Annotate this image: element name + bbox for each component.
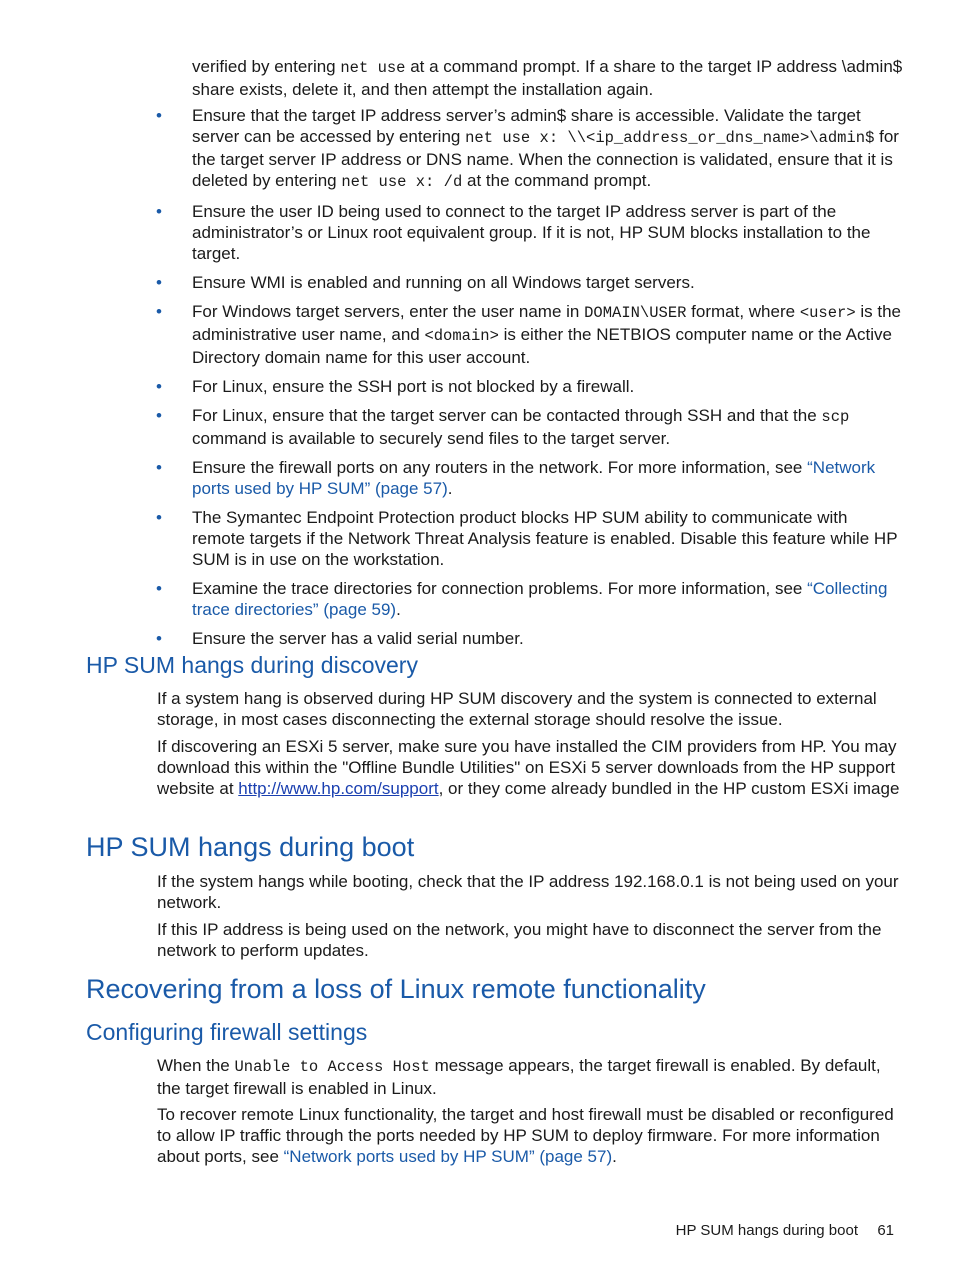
list-item — [0, 201, 904, 264]
paragraph — [157, 1104, 902, 1167]
text: at a command prompt. If a share to the target IP address \admin$ share exists, delete it, and then attempt the installation again. — [192, 57, 903, 99]
text: To recover remote Linux functionality, the target and host firewall must be disabled or reconfigured to allow IP traffic through the ports needed by HP SUM to deploy firmware. For more information about ports, see — [157, 1105, 894, 1166]
network-ports-link[interactable]: “Network ports used by HP SUM” (page 57) — [283, 1147, 613, 1166]
list-item — [0, 105, 904, 193]
list-item — [0, 272, 904, 293]
section-heading-firewall: Configuring firewall settings — [86, 1019, 368, 1045]
code: net use x: /d — [341, 173, 463, 191]
list-item — [0, 405, 904, 449]
paragraph: If a system hang is observed during HP SUM discovery and the system is connected to external storage, in most cases disconnecting the external storage should resolve the issue. — [157, 689, 877, 729]
text: Ensure the user ID being used to connect to the target IP address server is part of the administrator’s or Linux root equivalent group. If it is not, HP SUM blocks installation to the target. — [192, 202, 871, 263]
list-item — [0, 301, 904, 368]
page-number: 61 — [877, 1222, 894, 1239]
text: The Symantec Endpoint Protection product blocks HP SUM ability to communicate with remote targets if the Network Threat Analysis feature is enabled. Disable this feature while HP SUM is in use on the workstation. — [192, 508, 898, 569]
bullet-icon: • — [156, 406, 162, 425]
text: Ensure the server has a valid serial number. — [192, 629, 524, 648]
list-item — [0, 507, 904, 570]
text: , or they come already bundled in the HP custom ESXi image — [438, 779, 900, 798]
bullet-icon: • — [156, 202, 162, 221]
text: Ensure that the target IP address server’s admin$ share is accessible. Validate the target server can be accessed by entering — [192, 106, 861, 146]
bullet-icon: • — [156, 458, 162, 477]
collecting-trace-link[interactable]: “Collecting trace directories” (page 59) — [192, 579, 888, 619]
text: verified by entering — [192, 57, 341, 76]
section-heading-boot: HP SUM hangs during boot — [86, 832, 415, 862]
bullet-icon: • — [156, 106, 162, 125]
text: For Linux, ensure that the target server can be contacted through SSH and that the — [192, 406, 822, 425]
text: Ensure WMI is enabled and running on all Windows target servers. — [192, 273, 695, 292]
text: For Windows target servers, enter the user name in — [192, 302, 585, 321]
text: . — [612, 1147, 617, 1166]
bullet-icon: • — [156, 273, 162, 292]
paragraph — [157, 1055, 902, 1099]
footer-title: HP SUM hangs during boot — [675, 1222, 858, 1239]
paragraph: If this IP address is being used on the network, you might have to disconnect the server from the network to perform updates. — [157, 920, 882, 960]
text: command is available to securely send files to the target server. — [192, 429, 671, 448]
text: Examine the trace directories for connection problems. For more information, see — [192, 579, 808, 598]
bullet-icon: • — [156, 302, 162, 321]
bullet-icon: • — [156, 629, 162, 648]
intro-paragraph — [192, 56, 904, 100]
text: When the — [157, 1056, 235, 1075]
code: net use — [340, 59, 406, 77]
code: net use x: \\<ip_address_or_dns_name>\admin$ — [465, 129, 875, 147]
code: <domain> — [424, 327, 499, 345]
text: message appears, the target firewall is enabled. By default, the target firewall is enabled in Linux. — [157, 1056, 881, 1098]
bullet-icon: • — [156, 377, 162, 396]
paragraph — [157, 736, 902, 799]
text: is either the NETBIOS computer name or the Active Directory domain name for this user account. — [192, 325, 892, 367]
text: is the administrative user name, and — [192, 302, 901, 344]
text: format, where — [686, 302, 800, 321]
paragraph: If the system hangs while booting, check that the IP address 192.168.0.1 is not being used on your network. — [157, 872, 899, 912]
network-ports-link[interactable]: “Network ports used by HP SUM” (page 57) — [192, 458, 876, 498]
code: scp — [821, 408, 850, 426]
text: . — [447, 479, 453, 498]
section-heading-linux: Recovering from a loss of Linux remote functionality — [86, 974, 706, 1004]
section-heading-discovery: HP SUM hangs during discovery — [86, 652, 418, 678]
code: DOMAIN\USER — [584, 304, 687, 322]
text: If discovering an ESXi 5 server, make sure you have installed the CIM providers from HP. You may download this within the "Offline Bundle Utilities" on ESXi 5 server downloads from the HP support website at — [157, 737, 897, 798]
code: Unable to Access Host — [234, 1058, 430, 1076]
text: Ensure the firewall ports on any routers in the network. For more information, see — [192, 458, 808, 477]
list-item — [0, 628, 904, 649]
bullet-list — [0, 105, 954, 657]
code: <user> — [799, 304, 856, 322]
text: for the target server IP address or DNS name. When the connection is validated, ensure that it is deleted by entering — [192, 127, 899, 190]
text: . — [396, 600, 401, 619]
text: at the command prompt. — [462, 171, 652, 190]
text: For Linux, ensure the SSH port is not blocked by a firewall. — [192, 377, 635, 396]
list-item — [0, 457, 904, 499]
bullet-icon: • — [156, 508, 162, 527]
list-item — [0, 578, 904, 620]
list-item — [0, 376, 904, 397]
hp-support-link[interactable]: http://www.hp.com/support — [238, 779, 439, 798]
bullet-icon: • — [156, 579, 162, 598]
